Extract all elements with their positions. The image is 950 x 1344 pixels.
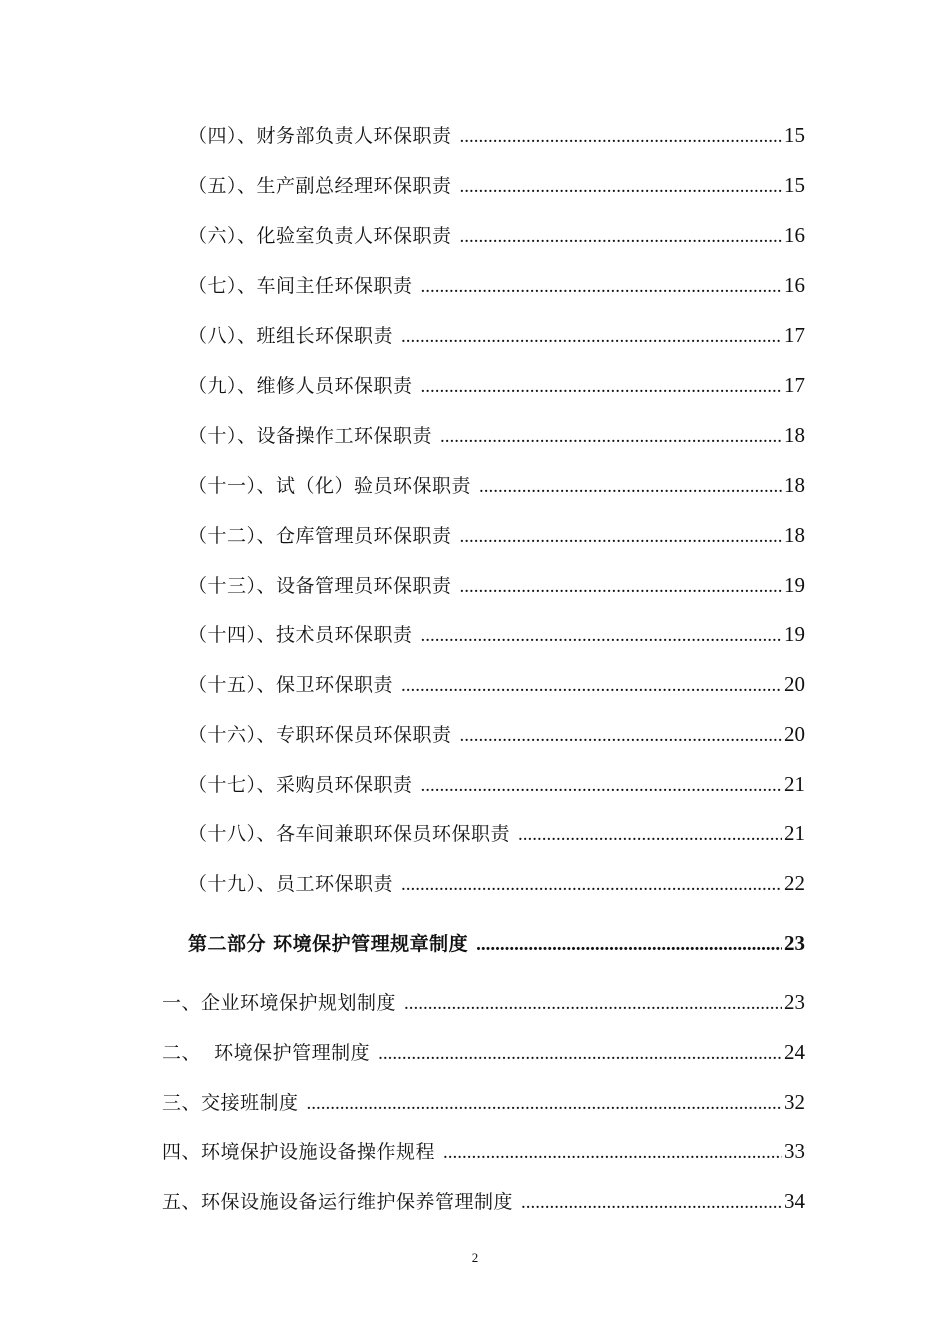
toc-entry-warehouse-keeper xyxy=(188,521,805,551)
toc-entry-purchaser xyxy=(188,770,805,800)
toc-entry-technician xyxy=(188,620,805,650)
toc-entry-title: （十）、设备操作工环保职责 xyxy=(188,425,433,447)
toc-entry-title: 三、交接班制度 xyxy=(162,1092,299,1114)
toc-entry-full-time-env-officer xyxy=(188,720,805,750)
dot-leader xyxy=(440,423,782,451)
toc-entry-equipment-manager xyxy=(188,571,805,601)
toc-entry-title: （十四）、技术员环保职责 xyxy=(188,624,413,646)
dot-leader xyxy=(307,1090,782,1118)
toc-entry-page: 23 xyxy=(784,931,805,955)
toc-entry-title: 四、环境保护设施设备操作规程 xyxy=(162,1141,436,1163)
toc-entry-facility-maintenance xyxy=(162,1187,805,1217)
toc-entry-production-vp xyxy=(188,171,805,201)
dot-leader xyxy=(521,1189,782,1217)
toc-entry-title: 第二部分 环境保护管理规章制度 xyxy=(188,933,469,955)
toc-entry-page: 21 xyxy=(784,821,805,845)
toc-entry-title: （十二）、仓库管理员环保职责 xyxy=(188,525,452,547)
toc-entry-page: 19 xyxy=(784,573,805,597)
dot-leader xyxy=(460,123,782,151)
toc-entry-page: 15 xyxy=(784,123,805,147)
toc-entry-title: 一、企业环境保护规划制度 xyxy=(162,992,397,1014)
toc-entry-page: 16 xyxy=(784,223,805,247)
toc-entry-page: 20 xyxy=(784,722,805,746)
dot-leader xyxy=(479,473,782,501)
toc-entry-workshop-director xyxy=(188,271,805,301)
toc-entry-title: （十六）、专职环保员环保职责 xyxy=(188,724,452,746)
dot-leader xyxy=(421,273,782,301)
toc-entry-facility-operation xyxy=(162,1137,805,1167)
dot-leader xyxy=(378,1040,782,1068)
toc-entry-page: 19 xyxy=(784,622,805,646)
toc-entry-team-leader xyxy=(188,321,805,351)
toc-entry-page: 18 xyxy=(784,473,805,497)
dot-leader xyxy=(460,523,782,551)
dot-leader xyxy=(460,573,782,601)
page-number: 2 xyxy=(471,1250,479,1265)
toc-entry-employee xyxy=(188,869,805,899)
toc-entry-page: 24 xyxy=(784,1040,805,1064)
toc-entry-title: （十七）、采购员环保职责 xyxy=(188,774,413,796)
dot-leader xyxy=(421,772,782,800)
toc-entry-page: 23 xyxy=(784,990,805,1014)
toc-entry-finance-head xyxy=(188,121,805,151)
toc-entry-page: 18 xyxy=(784,523,805,547)
toc-entry-title: （十五）、保卫环保职责 xyxy=(188,674,394,696)
dot-leader xyxy=(443,1139,782,1167)
dot-leader xyxy=(401,871,782,899)
dot-leader xyxy=(518,821,782,849)
toc-entry-page: 20 xyxy=(784,672,805,696)
toc-entry-page: 22 xyxy=(784,871,805,895)
dot-leader xyxy=(460,722,782,750)
toc-entry-title: （八）、班组长环保职责 xyxy=(188,325,394,347)
dot-leader xyxy=(460,173,782,201)
toc-entry-title: （四）、财务部负责人环保职责 xyxy=(188,125,452,147)
dot-leader xyxy=(460,223,782,251)
toc-entry-title: （十一）、试（化）验员环保职责 xyxy=(188,475,472,497)
toc-entry-page: 17 xyxy=(784,373,805,397)
dot-leader xyxy=(401,323,782,351)
dot-leader xyxy=(421,622,782,650)
toc-entry-page: 17 xyxy=(784,323,805,347)
toc-entry-title: （十三）、设备管理员环保职责 xyxy=(188,575,452,597)
toc-entry-lab-head xyxy=(188,221,805,251)
toc-entry-maintenance-staff xyxy=(188,371,805,401)
toc-entry-title: 五、环保设施设备运行维护保养管理制度 xyxy=(162,1191,514,1213)
toc-entry-page: 32 xyxy=(784,1090,805,1114)
toc-entry-title: （十八）、各车间兼职环保员环保职责 xyxy=(188,823,511,845)
dot-leader xyxy=(404,990,782,1018)
toc-entry-security xyxy=(188,670,805,700)
toc-entry-equipment-operator xyxy=(188,421,805,451)
toc-entry-page: 16 xyxy=(784,273,805,297)
toc-entry-title: （九）、维修人员环保职责 xyxy=(188,375,413,397)
dot-leader xyxy=(476,931,782,959)
toc-entry-part-time-env-officer xyxy=(188,819,805,849)
toc-entry-title: （七）、车间主任环保职责 xyxy=(188,275,413,297)
toc-entry-page: 21 xyxy=(784,772,805,796)
dot-leader xyxy=(421,373,782,401)
dot-leader xyxy=(401,672,782,700)
toc-entry-lab-tester xyxy=(188,471,805,501)
toc-entry-page: 34 xyxy=(784,1189,805,1213)
toc-entry-part-two-heading xyxy=(188,929,805,959)
toc-entry-title: （五）、生产副总经理环保职责 xyxy=(188,175,452,197)
toc-entry-env-management xyxy=(162,1038,805,1068)
toc-entry-shift-handover xyxy=(162,1088,805,1118)
toc-entry-page: 15 xyxy=(784,173,805,197)
toc-entry-page: 33 xyxy=(784,1139,805,1163)
toc-entry-title: （十九）、员工环保职责 xyxy=(188,873,394,895)
toc-entry-title: （六）、化验室负责人环保职责 xyxy=(188,225,452,247)
toc-entry-env-planning xyxy=(162,988,805,1018)
toc-entry-page: 18 xyxy=(784,423,805,447)
toc-entry-title: 二、 环境保护管理制度 xyxy=(162,1042,371,1064)
